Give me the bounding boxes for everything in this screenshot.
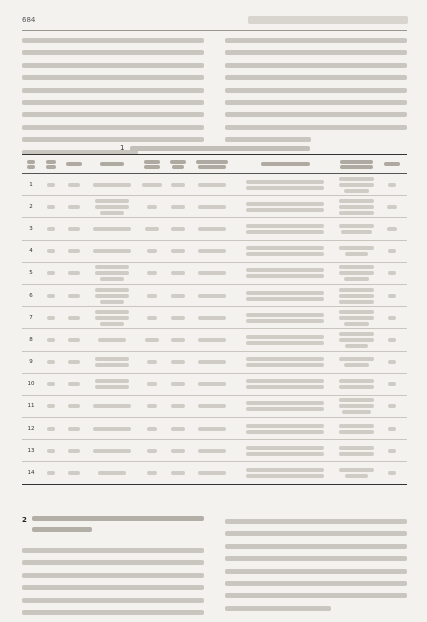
case-number: 4 [29,248,33,255]
table-cell [336,174,377,196]
table-row [22,284,407,306]
table-cell [336,262,377,284]
table-cell [190,218,234,240]
text-line [22,38,204,43]
table-cell [377,240,407,262]
table-cell [138,196,166,218]
text-line [225,88,407,93]
table-cell [190,329,234,351]
table-cell [166,373,190,395]
text-line [22,137,204,142]
table-cell [86,440,138,462]
table-cell [138,307,166,329]
table-row [22,307,407,329]
table-cell [138,262,166,284]
table-cell [40,262,62,284]
table-cell [86,262,138,284]
caption-text [130,146,310,151]
column-header [86,155,138,174]
table-row [22,218,407,240]
text-column-right [225,38,407,150]
table-cell [40,284,62,306]
text-line [22,63,204,68]
table-cell [166,395,190,417]
table-cell [234,329,336,351]
text-line [225,531,407,536]
text-line [22,560,204,565]
table-cell [336,462,377,484]
table-row [22,418,407,440]
section-heading [22,516,204,538]
column-header [190,155,234,174]
table-cell [377,373,407,395]
table-cell [166,218,190,240]
text-line [22,75,204,80]
case-number: 9 [29,359,33,366]
table-cell [377,418,407,440]
text-line [225,112,407,117]
text-line [225,63,407,68]
table-cell [166,418,190,440]
text-column-left-bottom [22,548,204,622]
table-cell [190,284,234,306]
table-cell [138,218,166,240]
table-caption [120,144,310,152]
table-cell [138,284,166,306]
table-cell [62,218,86,240]
text-line [22,585,204,590]
column-header [336,155,377,174]
column-header [234,155,336,174]
text-line [225,556,407,561]
header-rule [22,30,407,31]
case-number: 5 [29,270,33,277]
table-cell [336,329,377,351]
table-cell [190,395,234,417]
table-cell [62,240,86,262]
table-cell [166,284,190,306]
case-number: 3 [29,225,33,232]
case-number: 14 [27,470,35,477]
column-header [166,155,190,174]
text-line [22,548,204,553]
table-row [22,240,407,262]
table-cell [336,395,377,417]
table-cell [138,351,166,373]
running-header [248,16,408,24]
case-number: 2 [29,203,33,210]
table-cell [377,284,407,306]
table-cell [234,373,336,395]
table-cell [234,284,336,306]
case-number: 1 [29,181,33,188]
text-line [225,75,407,80]
table-cell [86,307,138,329]
table-cell [336,284,377,306]
page-number: 684 [22,16,36,24]
table-cell [86,196,138,218]
table-cell [62,174,86,196]
table-cell [336,351,377,373]
table-cell [166,351,190,373]
table-row [22,196,407,218]
case-number: 11 [27,403,35,410]
table-cell [40,307,62,329]
case-number: 12 [27,425,35,432]
column-header [138,155,166,174]
table-row [22,440,407,462]
table-cell [234,240,336,262]
case-number: 7 [29,314,33,321]
table-cell [62,373,86,395]
table-cell [336,307,377,329]
table-cell [138,329,166,351]
text-column-right-bottom [225,519,407,618]
table-cell [234,462,336,484]
table-cell [234,351,336,373]
table-cell [190,373,234,395]
text-line [225,38,407,43]
table-cell [234,218,336,240]
table-cell [166,174,190,196]
table-cell [40,462,62,484]
table-row [22,462,407,484]
table-cell [86,284,138,306]
table-cell [62,351,86,373]
table-cell [62,462,86,484]
table-number: 1 [120,144,125,152]
table-cell [234,262,336,284]
table-cell [86,218,138,240]
table-cell [377,307,407,329]
case-number: 13 [27,447,35,454]
text-line [22,50,204,55]
table-cell [377,440,407,462]
table-cell [234,307,336,329]
table-cell [234,395,336,417]
table-cell [377,462,407,484]
table-cell [336,373,377,395]
table-cell [166,240,190,262]
table-cell [190,462,234,484]
table-cell [336,418,377,440]
table-cell [62,440,86,462]
text-line [225,581,407,586]
section-number: 2 [22,516,27,524]
column-header [377,155,407,174]
text-line [225,606,331,611]
table-cell [138,440,166,462]
table-row [22,373,407,395]
table-cell [138,418,166,440]
text-line [22,610,204,615]
table-cell [166,196,190,218]
column-header [62,155,86,174]
table-cell [336,218,377,240]
table-cell [86,462,138,484]
table-cell [40,418,62,440]
table-cell [62,284,86,306]
table-row [22,351,407,373]
table-cell [138,174,166,196]
text-line [22,598,204,603]
table-cell [86,373,138,395]
table-cell [190,174,234,196]
table-cell [377,262,407,284]
table-cell [86,329,138,351]
text-line [22,88,204,93]
table-cell [190,262,234,284]
text-line [22,112,204,117]
table-cell [62,196,86,218]
text-line [22,125,204,130]
table-cell [166,440,190,462]
case-number: 8 [29,336,33,343]
table-cell [138,240,166,262]
table-cell [234,418,336,440]
table-cell [62,262,86,284]
table-cell [138,462,166,484]
table-row [22,329,407,351]
table-cell [62,395,86,417]
text-line [225,519,407,524]
table-cell [166,329,190,351]
case-number: 6 [29,292,33,299]
text-line [22,100,204,105]
table-cell [190,440,234,462]
table-cell [377,218,407,240]
table-cell [40,218,62,240]
table-cell [166,262,190,284]
table-cell [62,418,86,440]
table-cell [138,395,166,417]
column-header [40,155,62,174]
table-cell [377,174,407,196]
table-cell [40,351,62,373]
table-cell [40,196,62,218]
table-cell [40,395,62,417]
table-cell [40,174,62,196]
table-row [22,262,407,284]
text-line [225,50,407,55]
table-row [22,395,407,417]
table-cell [40,440,62,462]
text-line [225,137,311,142]
text-line [225,593,407,598]
table-cell [234,196,336,218]
table-cell [377,395,407,417]
text-line [225,125,407,130]
table-cell [40,373,62,395]
text-line [225,100,407,105]
text-line [22,573,204,578]
table-cell [377,329,407,351]
table-cell [234,174,336,196]
table-cell [190,240,234,262]
table-cell [190,418,234,440]
case-number: 10 [27,381,35,388]
table-cell [40,329,62,351]
table-cell [190,351,234,373]
table-cell [377,196,407,218]
table-cell [190,196,234,218]
table-row [22,174,407,196]
text-line [225,544,407,549]
table-cell [86,174,138,196]
text-line [225,569,407,574]
table-header-row [22,155,407,174]
table-cell [336,240,377,262]
table-cell [336,440,377,462]
table-cell [336,196,377,218]
data-table [22,154,407,485]
table-cell [62,329,86,351]
table-cell [86,240,138,262]
table-cell [62,307,86,329]
table-cell [86,395,138,417]
column-header [22,155,40,174]
table-cell [166,462,190,484]
section-title [32,516,204,538]
table-cell [234,440,336,462]
table-cell [86,351,138,373]
table-cell [138,373,166,395]
table-cell [166,307,190,329]
table-cell [86,418,138,440]
table-cell [190,307,234,329]
table-cell [377,351,407,373]
table-cell [40,240,62,262]
